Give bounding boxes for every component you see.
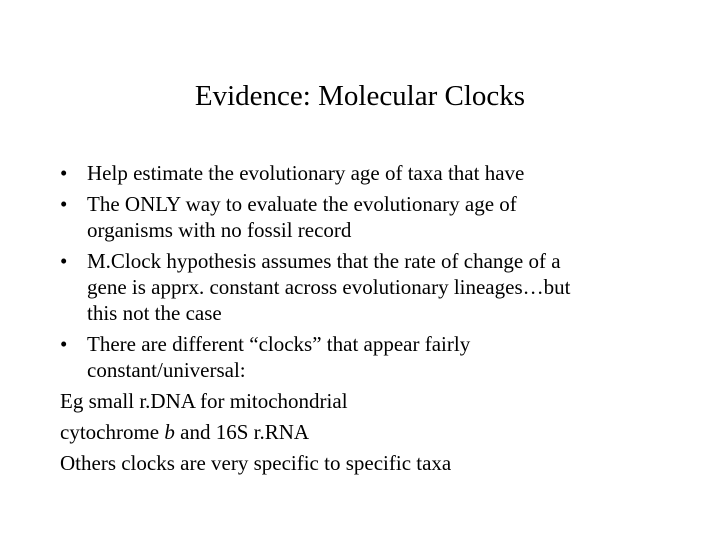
plain-line: Eg small r.DNA for mitochondrial [60, 389, 348, 413]
bullet-line: constant/universal: [87, 358, 246, 382]
bullet-item [60, 331, 680, 383]
bullet-line: this not the case [87, 301, 222, 325]
italic-term: b [164, 420, 175, 444]
bullet-line: gene is apprx. constant across evolutionary lineages…but [87, 275, 571, 299]
bullet-marker: • [60, 161, 68, 185]
bullet-marker: • [60, 192, 68, 216]
plain-line [60, 419, 680, 445]
bullet-marker: • [60, 249, 68, 273]
bullet-line: The ONLY way to evaluate the evolutionary age of [87, 192, 517, 216]
bullet-line: organisms with no fossil record [87, 218, 352, 242]
slide-body [60, 160, 680, 481]
bullet-line: Help estimate the evolutionary age of taxa that have [87, 161, 525, 185]
bullet-item [60, 248, 680, 326]
plain-line: Others clocks are very specific to specific taxa [60, 451, 452, 475]
slide-title: Evidence: Molecular Clocks [194, 80, 526, 112]
plain-line-text: cytochrome [60, 420, 165, 444]
bullet-marker: • [60, 332, 68, 356]
plain-line-text: and 16S r.RNA [174, 420, 310, 444]
bullet-line: M.Clock hypothesis assumes that the rate of change of a [87, 249, 561, 273]
bullet-line: There are different “clocks” that appear fairly [87, 332, 471, 356]
bullet-item [60, 191, 680, 243]
bullet-item [60, 160, 680, 186]
